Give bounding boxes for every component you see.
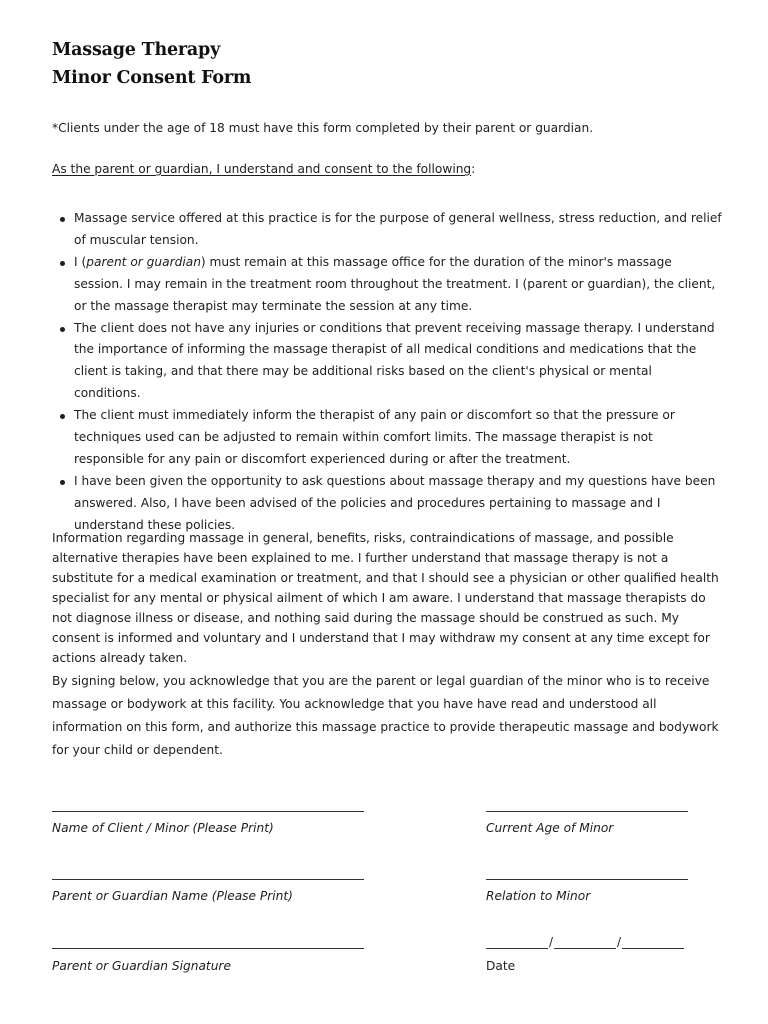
consent-heading-text: As the parent or guardian, I understand and consent to the following: [52, 162, 472, 176]
guardian-signature-label: Parent or Guardian Signature: [52, 959, 231, 973]
client-name-field[interactable]: [52, 811, 364, 812]
consent-heading: [52, 160, 475, 178]
list-item: The client does not have any injuries or conditions that prevent receiving massage therapy. I understand the importance of informing the massage therapist of all medical conditions and medications that the client is taking, and that there may be additional risks based on the client's physical or mental conditions.: [74, 318, 722, 406]
title-line-1: Massage Therapy: [52, 40, 221, 60]
guardian-name-field[interactable]: [52, 879, 364, 880]
list-item: I have been given the opportunity to ask questions about massage therapy and my questions have been answered. Also, I have been advised of the policies and procedures pertaining to massage and I understand these policies.: [74, 471, 722, 537]
consent-heading-colon: :: [471, 162, 476, 176]
form-title: [52, 36, 251, 92]
age-label: Current Age of Minor: [486, 821, 614, 835]
relation-field[interactable]: [486, 879, 688, 880]
date-day-blank[interactable]: [554, 934, 616, 949]
date-label: Date: [486, 959, 516, 973]
date-separator: /: [548, 935, 554, 949]
guardian-signature-field[interactable]: [52, 948, 364, 949]
list-item: [74, 252, 722, 318]
list-item: Massage service offered at this practice is for the purpose of general wellness, stress reduction, and relief of muscular tension.: [74, 208, 722, 252]
list-item-text: I (: [74, 254, 87, 269]
date-separator: /: [616, 935, 622, 949]
client-name-label: Name of Client / Minor (Please Print): [52, 821, 274, 835]
relation-label: Relation to Minor: [486, 889, 591, 903]
date-month-blank[interactable]: [486, 934, 548, 949]
date-year-blank[interactable]: [622, 934, 684, 949]
signing-paragraph: By signing below, you acknowledge that you are the parent or legal guardian of the minor who is to receive massage or bodywork at this facility. You acknowledge that you have have read and understood all information on this form, and authorize this massage practice to provide therapeutic massage and bodywork for your child or dependent.: [52, 674, 719, 757]
date-field[interactable]: [486, 934, 696, 950]
guardian-name-label: Parent or Guardian Name (Please Print): [52, 889, 293, 903]
list-item-text: ) must remain at this massage office for the duration of the minor's massage session. I may remain in the treatment room throughout the treatment. I (parent or guardian), the client, or the massage therapist may terminate the session at any time.: [74, 254, 716, 313]
consent-list: [52, 208, 722, 537]
list-item-italic: parent or guardian: [86, 254, 201, 269]
intro-note: *Clients under the age of 18 must have this form completed by their parent or guardian.: [52, 121, 594, 135]
age-field[interactable]: [486, 811, 688, 812]
information-paragraph: Information regarding massage in general, benefits, risks, contraindications of massage, and possible alternative therapies have been explained to me. I further understand that massage therapy is not a substitute for a medical examination or treatment, and that I should see a physician or other qualified health specialist for any mental or physical ailment of which I am aware. I understand that massage therapists do not diagnose illness or disease, and nothing said during the massage should be construed as such. My consent is informed and voluntary and I understand that I may withdraw my consent at any time except for actions already taken.: [52, 531, 719, 665]
title-line-2: Minor Consent Form: [52, 68, 252, 88]
list-item: The client must immediately inform the therapist of any pain or discomfort so that the pressure or techniques used can be adjusted to remain within comfort limits. The massage therapist is not responsible for any pain or discomfort experienced during or after the treatment.: [74, 405, 722, 471]
